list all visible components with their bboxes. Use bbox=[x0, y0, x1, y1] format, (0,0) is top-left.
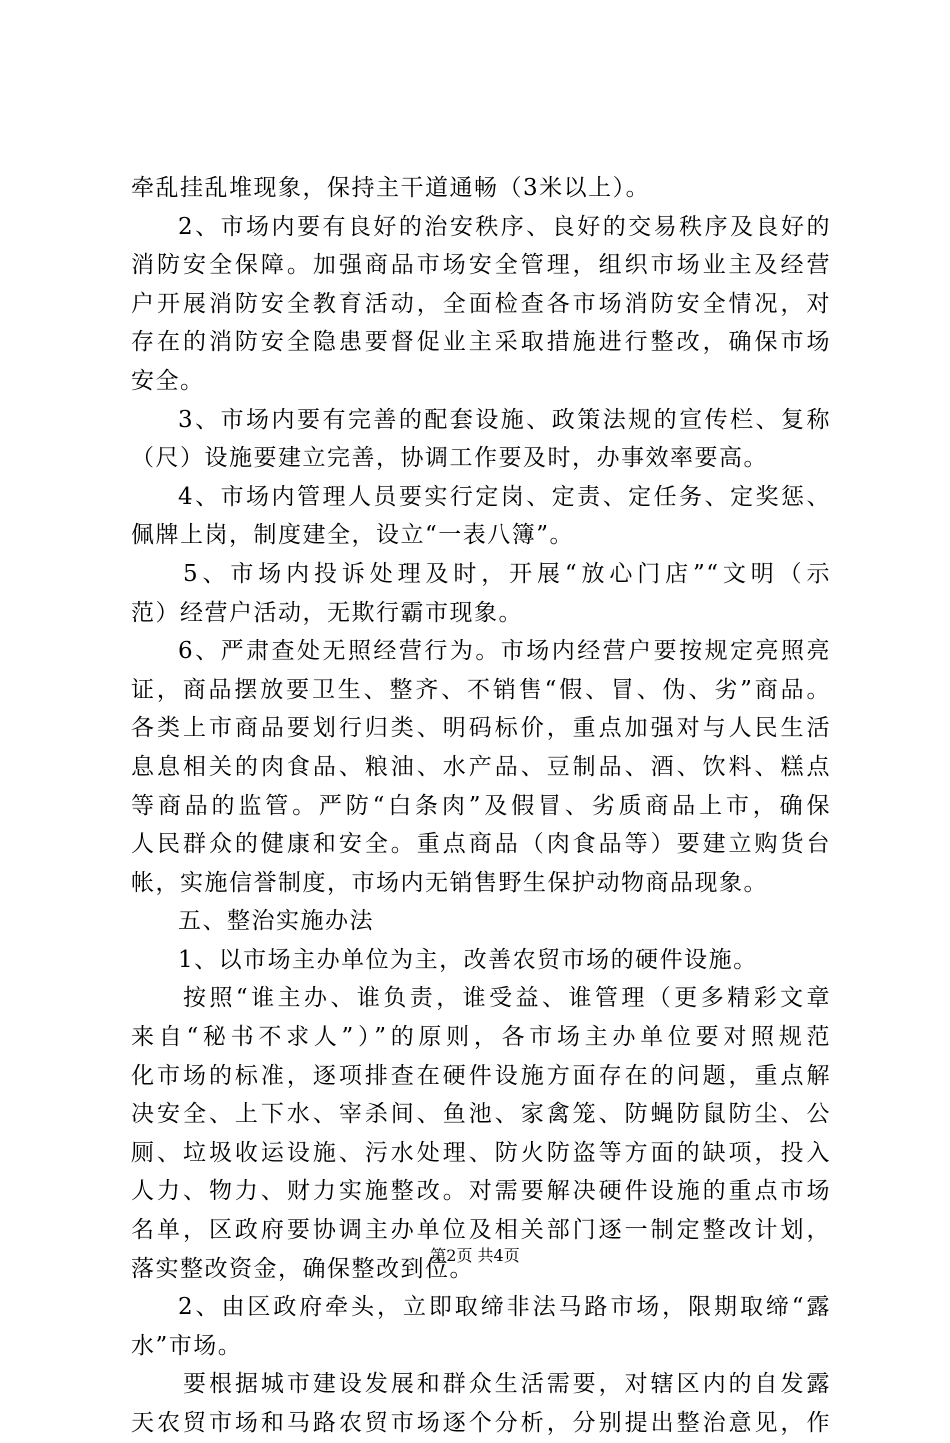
text-line: 消防安全保障。加强商品市场安全管理，组织市场业主及经营 bbox=[131, 252, 831, 279]
text-line: 4、市场内管理人员要实行定岗、定责、定任务、定奖惩、 bbox=[178, 483, 831, 510]
text-line: 2、由区政府牵头，立即取缔非法马路市场，限期取缔“露 bbox=[178, 1294, 831, 1321]
text-line: 6、严肃查处无照经营行为。市场内经营户要按规定亮照亮 bbox=[178, 638, 831, 665]
text-line: 来自“秘书不求人”）”的原则，各市场主办单位要对照规范 bbox=[131, 1024, 831, 1051]
text-line: 1、以市场主办单位为主，改善农贸市场的硬件设施。 bbox=[178, 946, 758, 973]
text-line: 人力、物力、财力实施整改。对需要解决硬件设施的重点市场 bbox=[131, 1178, 831, 1205]
text-line: 存在的消防安全隐患要督促业主采取措施进行整改，确保市场 bbox=[131, 329, 831, 356]
text-line: 牵乱挂乱堆现象，保持主干道通畅（3米以上）。 bbox=[131, 175, 651, 201]
text-line: 户开展消防安全教育活动，全面检查各市场消防安全情况，对 bbox=[131, 290, 831, 317]
text-line: 名单，区政府要协调主办单位及相关部门逐一制定整改计划， bbox=[131, 1217, 831, 1244]
text-line: 化市场的标准，逐项排查在硬件设施方面存在的问题，重点解 bbox=[131, 1062, 831, 1089]
text-line: 落实整改资金，确保整改到位。 bbox=[131, 1255, 474, 1282]
text-line: 2、市场内要有良好的治安秩序、良好的交易秩序及良好的 bbox=[178, 213, 831, 240]
text-line: 等商品的监管。严防“白条肉”及假冒、劣质商品上市，确保 bbox=[131, 792, 831, 819]
text-line: 人民群众的健康和安全。重点商品（肉食品等）要建立购货台 bbox=[131, 831, 831, 858]
text-line: 3、市场内要有完善的配套设施、政策法规的宣传栏、复称 bbox=[178, 406, 831, 433]
text-line: 厕、垃圾收运设施、污水处理、防火防盗等方面的缺项，投入 bbox=[131, 1139, 831, 1166]
text-line: 要根据城市建设发展和群众生活需要，对辖区内的自发露 bbox=[183, 1371, 831, 1398]
text-line: 水”市场。 bbox=[131, 1332, 243, 1359]
text-line: 证，商品摆放要卫生、整齐、不销售“假、冒、伪、劣”商品。 bbox=[131, 676, 831, 703]
page-number-footer: 第2页 共4页 bbox=[430, 1246, 520, 1265]
text-line: （尺）设施要建立完善，协调工作要及时，办事效率要高。 bbox=[131, 445, 768, 472]
text-line: 5、市场内投诉处理及时，开展“放心门店”“文明（示 bbox=[183, 560, 831, 587]
text-line: 佩牌上岗，制度建全，设立“一表八簿”。 bbox=[131, 522, 575, 549]
text-line: 帐，实施信誉制度，市场内无销售野生保护动物商品现象。 bbox=[131, 869, 768, 896]
text-line: 安全。 bbox=[131, 367, 205, 394]
section-heading: 五、整治实施办法 bbox=[178, 908, 374, 935]
text-line: 天农贸市场和马路农贸市场逐个分析，分别提出整治意见，作 bbox=[131, 1410, 831, 1436]
text-line: 范）经营户活动，无欺行霸市现象。 bbox=[131, 599, 523, 626]
text-line: 决安全、上下水、宰杀间、鱼池、家禽笼、防蝇防鼠防尘、公 bbox=[131, 1101, 831, 1128]
text-line: 按照“谁主办、谁负责，谁受益、谁管理（更多精彩文章 bbox=[183, 985, 831, 1012]
text-line: 各类上市商品要划行归类、明码标价，重点加强对与人民生活 bbox=[131, 715, 831, 742]
text-line: 息息相关的肉食品、粮油、水产品、豆制品、酒、饮料、糕点 bbox=[131, 753, 831, 780]
